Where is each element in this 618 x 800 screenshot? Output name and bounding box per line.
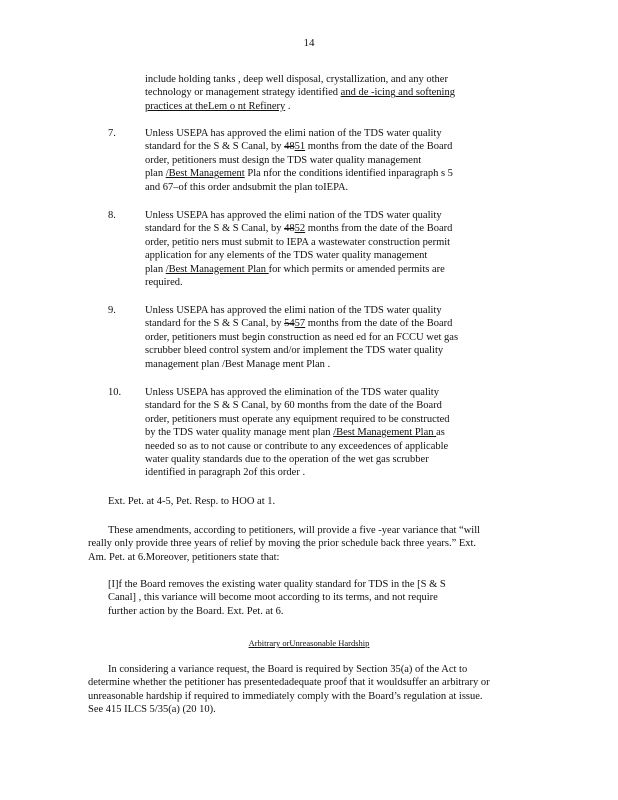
page-number: 14 bbox=[303, 37, 315, 49]
item-10-number: 10. bbox=[108, 387, 122, 398]
item-9-number: 9. bbox=[108, 305, 116, 316]
item-8-number: 8. bbox=[108, 210, 116, 221]
item-10-text: Unless USEPA has approved the elimination of the TDS water quality standard for the S & S Canal, by 60 months from the date of the Board order, petitioners must operate any equipment required to be constructed by the TDS water quality manage ment plan /Best Management Plan as needed so as to not cause or contribute to any exceedences of applicable water quality standards due to the operation of the wet gas scrubber identified in paragraph 2of this order . bbox=[145, 387, 450, 479]
paragraph-variance-request: In considering a variance request, the Board is required by Section 35(a) of the Act to determine whether the petitioner has presentedadequate proof that it wouldsuffer an arbitrary or unreasonable hardship if required to immediately comply with the Board’s regulation at issue. See 415 ILCS 5/35(a) (20 10). bbox=[88, 664, 490, 716]
item-7-text: Unless USEPA has approved the elimi nation of the TDS water quality standard for the S & S Canal, by 4851 months from the date of the Board order, petitioners must design the TDS water quality management plan /Best Management Pla nfor the conditions identified inparagraph s 5 and 67–of this order andsubmit the plan toIEPA. bbox=[145, 128, 453, 193]
item-7-number: 7. bbox=[108, 128, 116, 139]
section-heading: Arbitrary orUnreasonable Hardship bbox=[248, 638, 370, 648]
intro-item-text: include holding tanks , deep well disposal, crystallization, and any other technology or management strategy identified and de -icing and softening practices at theLem o nt Refinery . bbox=[145, 74, 455, 112]
citation: Ext. Pet. at 4-5, Pet. Resp. to HOO at 1. bbox=[108, 496, 276, 507]
item-9-text: Unless USEPA has approved the elimi nation of the TDS water quality standard for the S & S Canal, by 5457 months from the date of the Board order, petitioners must begin construction as need ed for an FCCU wet gas scrubber bleed control system and/or implement the TDS water quality management plan /Best Manage ment Plan . bbox=[145, 305, 459, 370]
block-quote: [I]f the Board removes the existing water quality standard for TDS in the [S & S Canal] , this variance will become moot according to its terms, and not require further action by the Board. Ext. Pet. at 6. bbox=[108, 579, 446, 617]
paragraph-amendments: These amendments, according to petitioners, will provide a five -year variance that “will really only provide three years of relief by moving the prior schedule back three years.” Ext. Am. Pet. at 6.Moreover, petitioners state that: bbox=[88, 525, 481, 563]
item-8-text: Unless USEPA has approved the elimi nation of the TDS water quality standard for the S & S Canal, by 4852 months from the date of the Board order, petitio ners must submit to IEPA a wastewater construction permit application for any elements of the TDS water quality management plan /Best Management Plan for which permits or amended permits are required. bbox=[145, 210, 453, 289]
